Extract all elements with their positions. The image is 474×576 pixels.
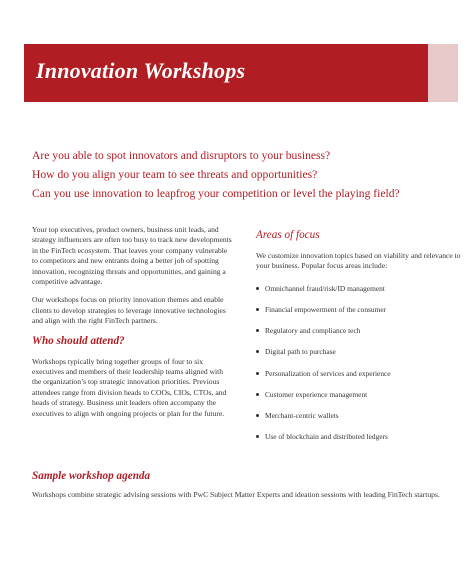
focus-area-label: Merchant-centric wallets (265, 410, 339, 420)
list-item (256, 326, 468, 336)
focus-area-label: Use of blockchain and distributed ledgers (265, 432, 388, 442)
intro-paragraph: Your top executives, product owners, business unit leads, and strategy influencers are often too busy to track new developments in the FinTech ecosystem. That leaves your company vulnerable to competitors and new entrants doing a better job of spotting innovation, recognizing threats and opportunities, and gaining a competitive advantage. (32, 225, 232, 287)
bullet-icon (256, 435, 259, 438)
list-item (256, 432, 468, 442)
list-item (256, 284, 468, 294)
list-item (256, 390, 468, 400)
list-item (256, 411, 468, 421)
list-item (256, 305, 468, 315)
list-item (256, 347, 468, 357)
right-column (256, 229, 468, 453)
focus-area-label: Customer experience management (265, 389, 368, 399)
left-column (32, 225, 232, 427)
bullet-icon (256, 372, 259, 375)
questions-block (32, 146, 462, 203)
question-2: How do you align your team to see threats and opportunities? (32, 168, 318, 181)
areas-of-focus-heading: Areas of focus (256, 229, 320, 241)
page-title: Innovation Workshops (36, 58, 246, 83)
sample-agenda-heading: Sample workshop agenda (32, 470, 151, 482)
areas-intro-paragraph: We customize innovation topics based on viability and relevance to your business. Popular focus areas include: (256, 251, 461, 271)
focus-area-label: Personalization of services and experience (265, 368, 391, 378)
focus-paragraph: Our workshops focus on priority innovation themes and enable clients to develop strategies to leverage innovative technologies and align with the right FinTech partners. (32, 295, 226, 326)
focus-area-label: Digital path to purchase (265, 347, 336, 357)
bullet-icon (256, 350, 259, 353)
attend-paragraph: Workshops typically bring together groups of four to six executives and members of their leadership teams aligned with the organization’s top strategic innovation priorities. Previous attendees range from division heads to COOs, CIOs, CTOs, and heads of strategy. Business unit leaders often accompany the executives to align with ongoing projects or plan for the future. (32, 356, 227, 418)
focus-areas-list (256, 284, 468, 442)
question-3: Can you use innovation to leapfrog your competition or level the playing field? (32, 187, 400, 200)
who-should-attend-heading: Who should attend? (32, 334, 125, 347)
focus-area-label: Financial empowerment of the consumer (265, 305, 387, 314)
bullet-icon (256, 287, 259, 290)
bullet-icon (256, 308, 259, 311)
agenda-section (32, 470, 462, 500)
agenda-paragraph: Workshops combine strategic advising sessions with PwC Subject Matter Experts and ideation sessions with leading FinTech startups. (32, 490, 440, 499)
bullet-icon (256, 393, 259, 396)
title-banner-accent (428, 44, 458, 102)
focus-area-label: Regulatory and compliance tech (265, 326, 361, 336)
question-1: Are you able to spot innovators and disruptors to your business? (32, 149, 331, 162)
list-item (256, 369, 468, 379)
bullet-icon (256, 414, 259, 417)
bullet-icon (256, 329, 259, 332)
focus-area-label: Omnichannel fraud/risk/ID management (265, 283, 385, 293)
